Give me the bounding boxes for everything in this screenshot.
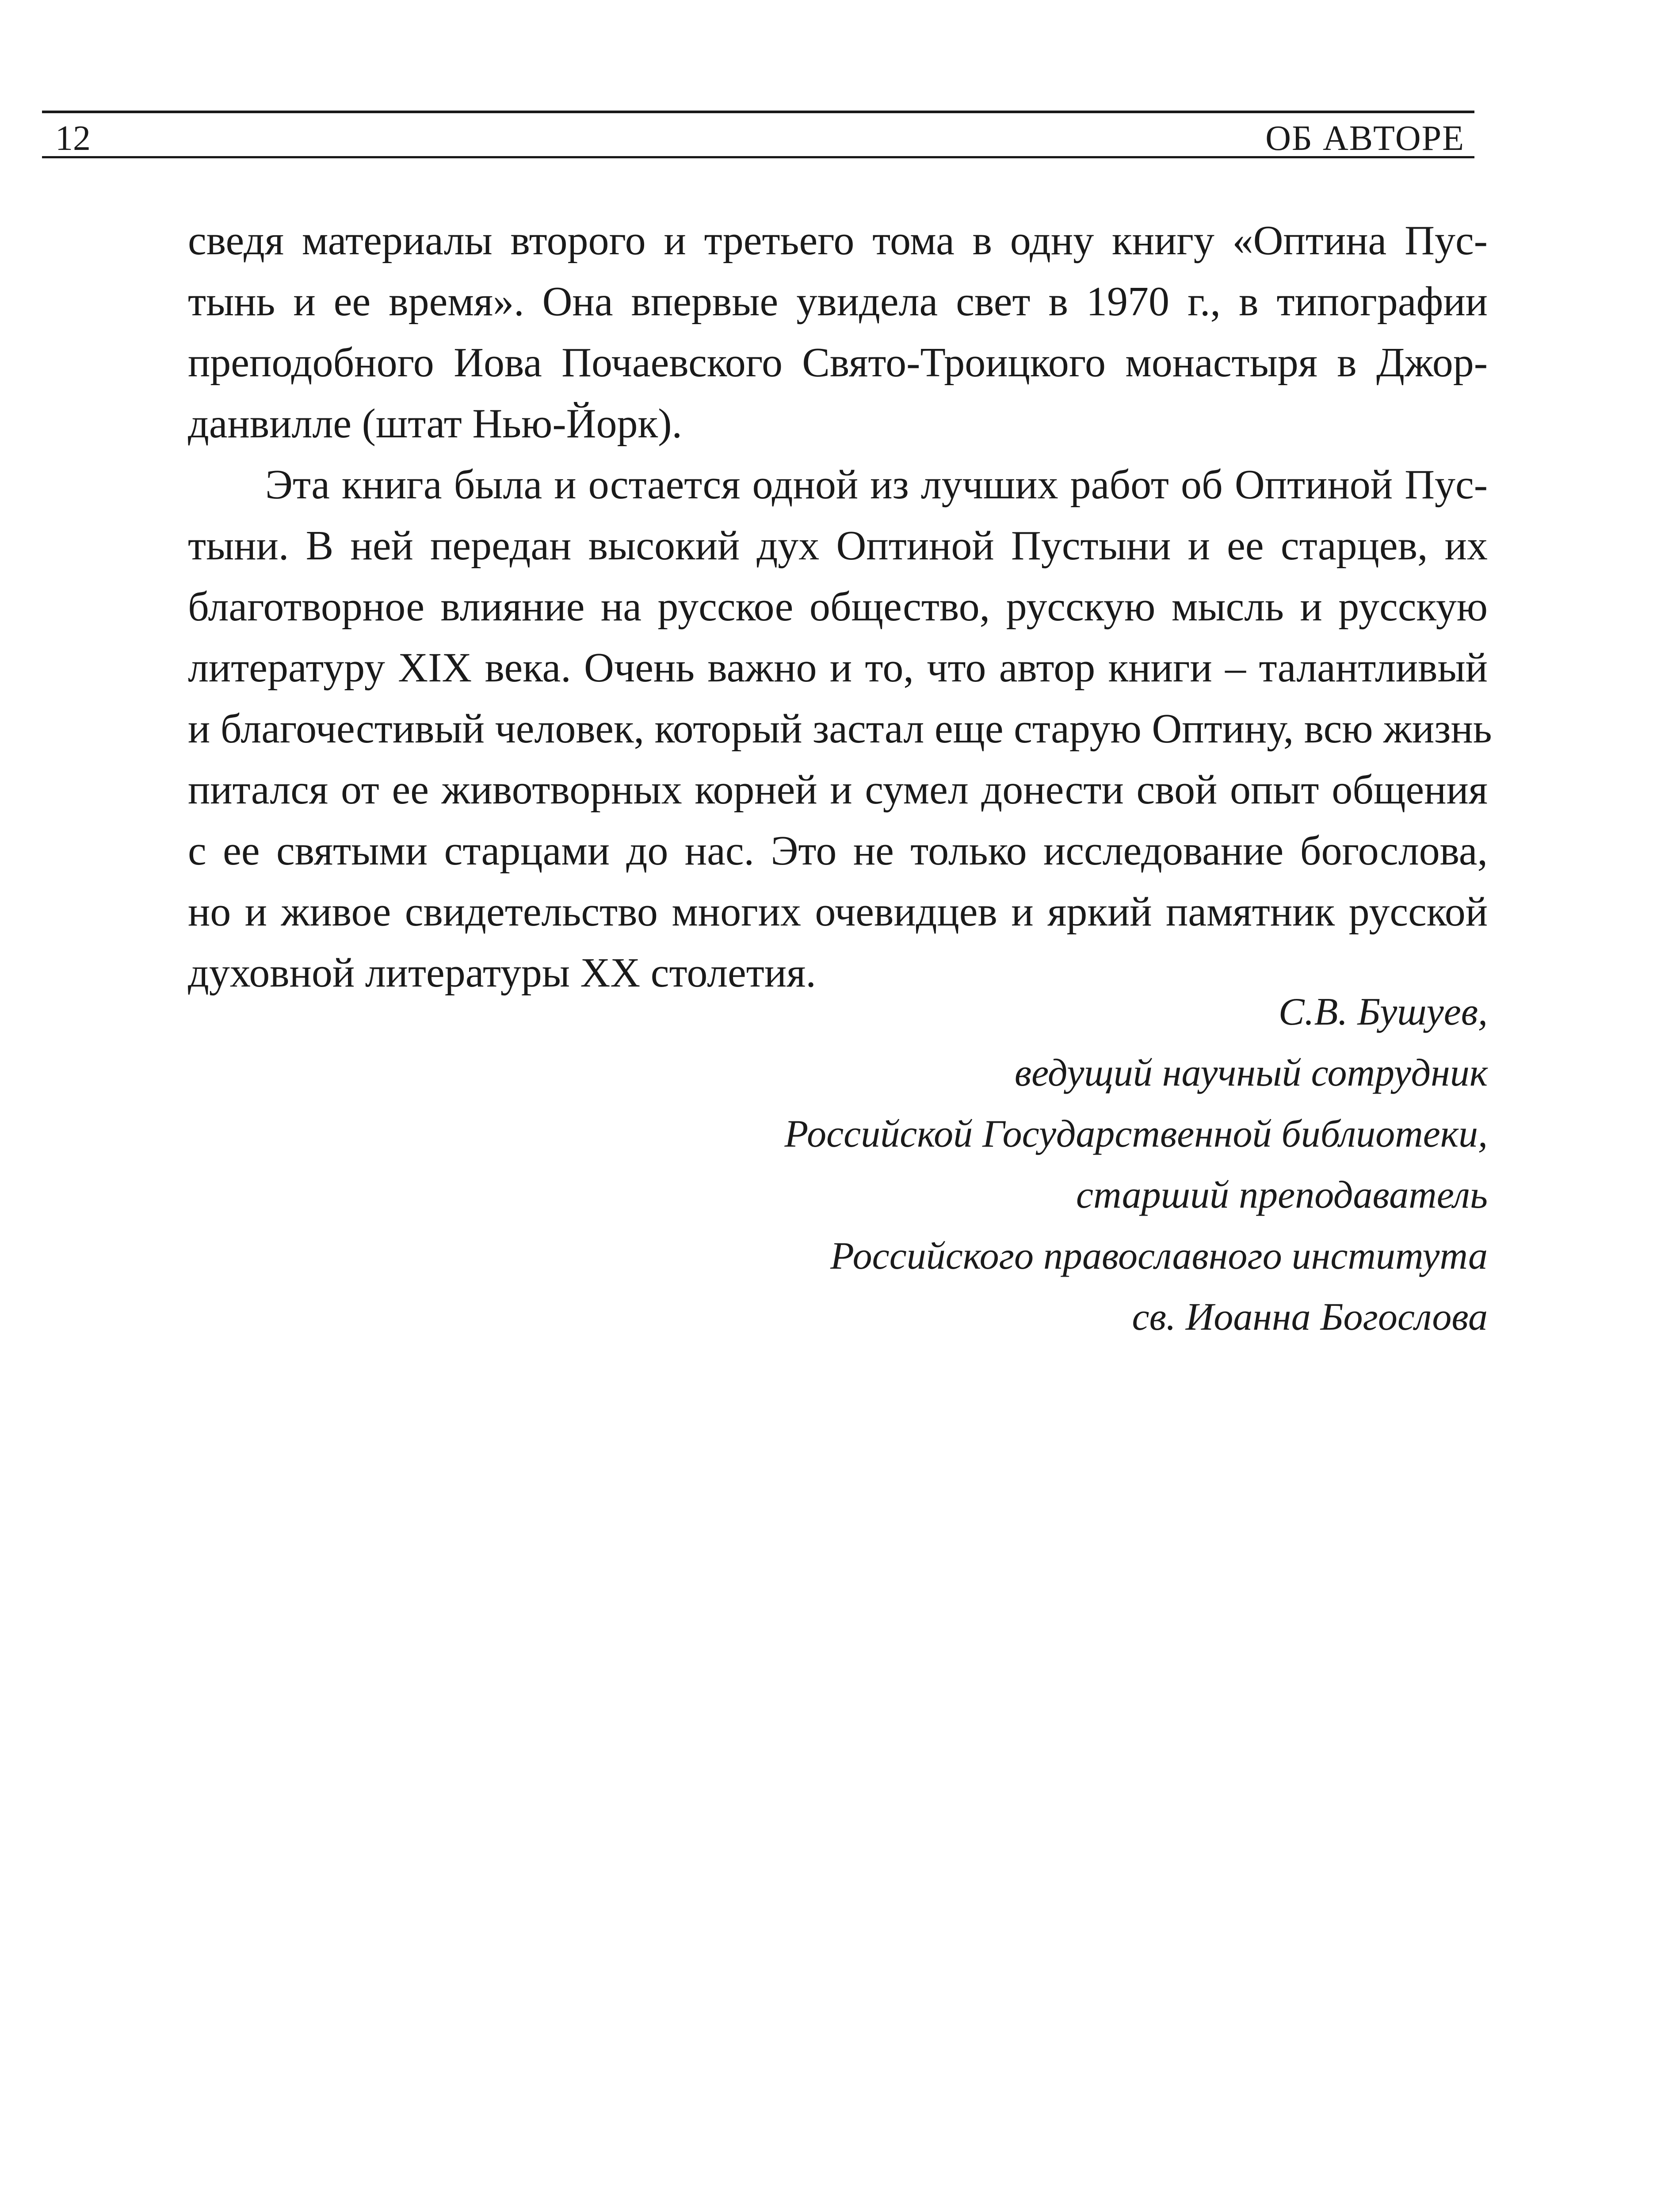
text-line: с ее святыми старцами до нас. Это не только исследование богослова, — [188, 828, 1488, 874]
signature-institution: Российской Государственной библиотеки, — [784, 1113, 1488, 1155]
running-header — [42, 111, 1474, 158]
paragraph-1 — [188, 210, 1488, 454]
text-line: и благочестивый человек, который застал еще старую Оптину, всю жизнь — [188, 706, 1492, 752]
running-title: ОБ АВТОРЕ — [1265, 119, 1465, 158]
signature-title: ведущий научный сотрудник — [1014, 1052, 1488, 1094]
text-line: питался от ее животворных корней и сумел донести свой опыт общения — [188, 767, 1488, 813]
signature-institution: св. Иоанна Богослова — [1132, 1296, 1488, 1339]
text-line: преподобного Иова Почаевского Свято-Троицкого монастыря в Джор- — [188, 340, 1488, 386]
text-line: Эта книга была и остается одной из лучших работ об Оптиной Пус- — [265, 462, 1488, 508]
signature-name: С.В. Бушуев, — [1278, 991, 1488, 1033]
page-number: 12 — [55, 119, 91, 158]
text-line: данвилле (штат Нью-Йорк). — [188, 401, 682, 447]
text-line: сведя материалы второго и третьего тома в одну книгу «Оптина Пус- — [188, 218, 1488, 264]
signature-title: старший преподаватель — [1076, 1174, 1488, 1216]
text-line: литературу XIX века. Очень важно и то, что автор книги – талантливый — [188, 645, 1488, 691]
text-line: тынь и ее время». Она впервые увидела свет в 1970 г., в типографии — [188, 279, 1488, 325]
main-text — [188, 210, 1492, 1003]
text-line: но и живое свидетельство многих очевидцев и яркий памятник русской — [188, 889, 1488, 935]
author-signature — [188, 982, 1488, 1348]
text-line: тыни. В ней передан высокий дух Оптиной Пустыни и ее старцев, их — [188, 523, 1488, 569]
paragraph-2 — [188, 454, 1492, 1003]
signature-institution: Российского православного института — [830, 1235, 1488, 1278]
text-line: духовной литературы XX столетия. — [188, 950, 816, 996]
text-line: благотворное влияние на русское общество, русскую мысль и русскую — [188, 584, 1488, 630]
